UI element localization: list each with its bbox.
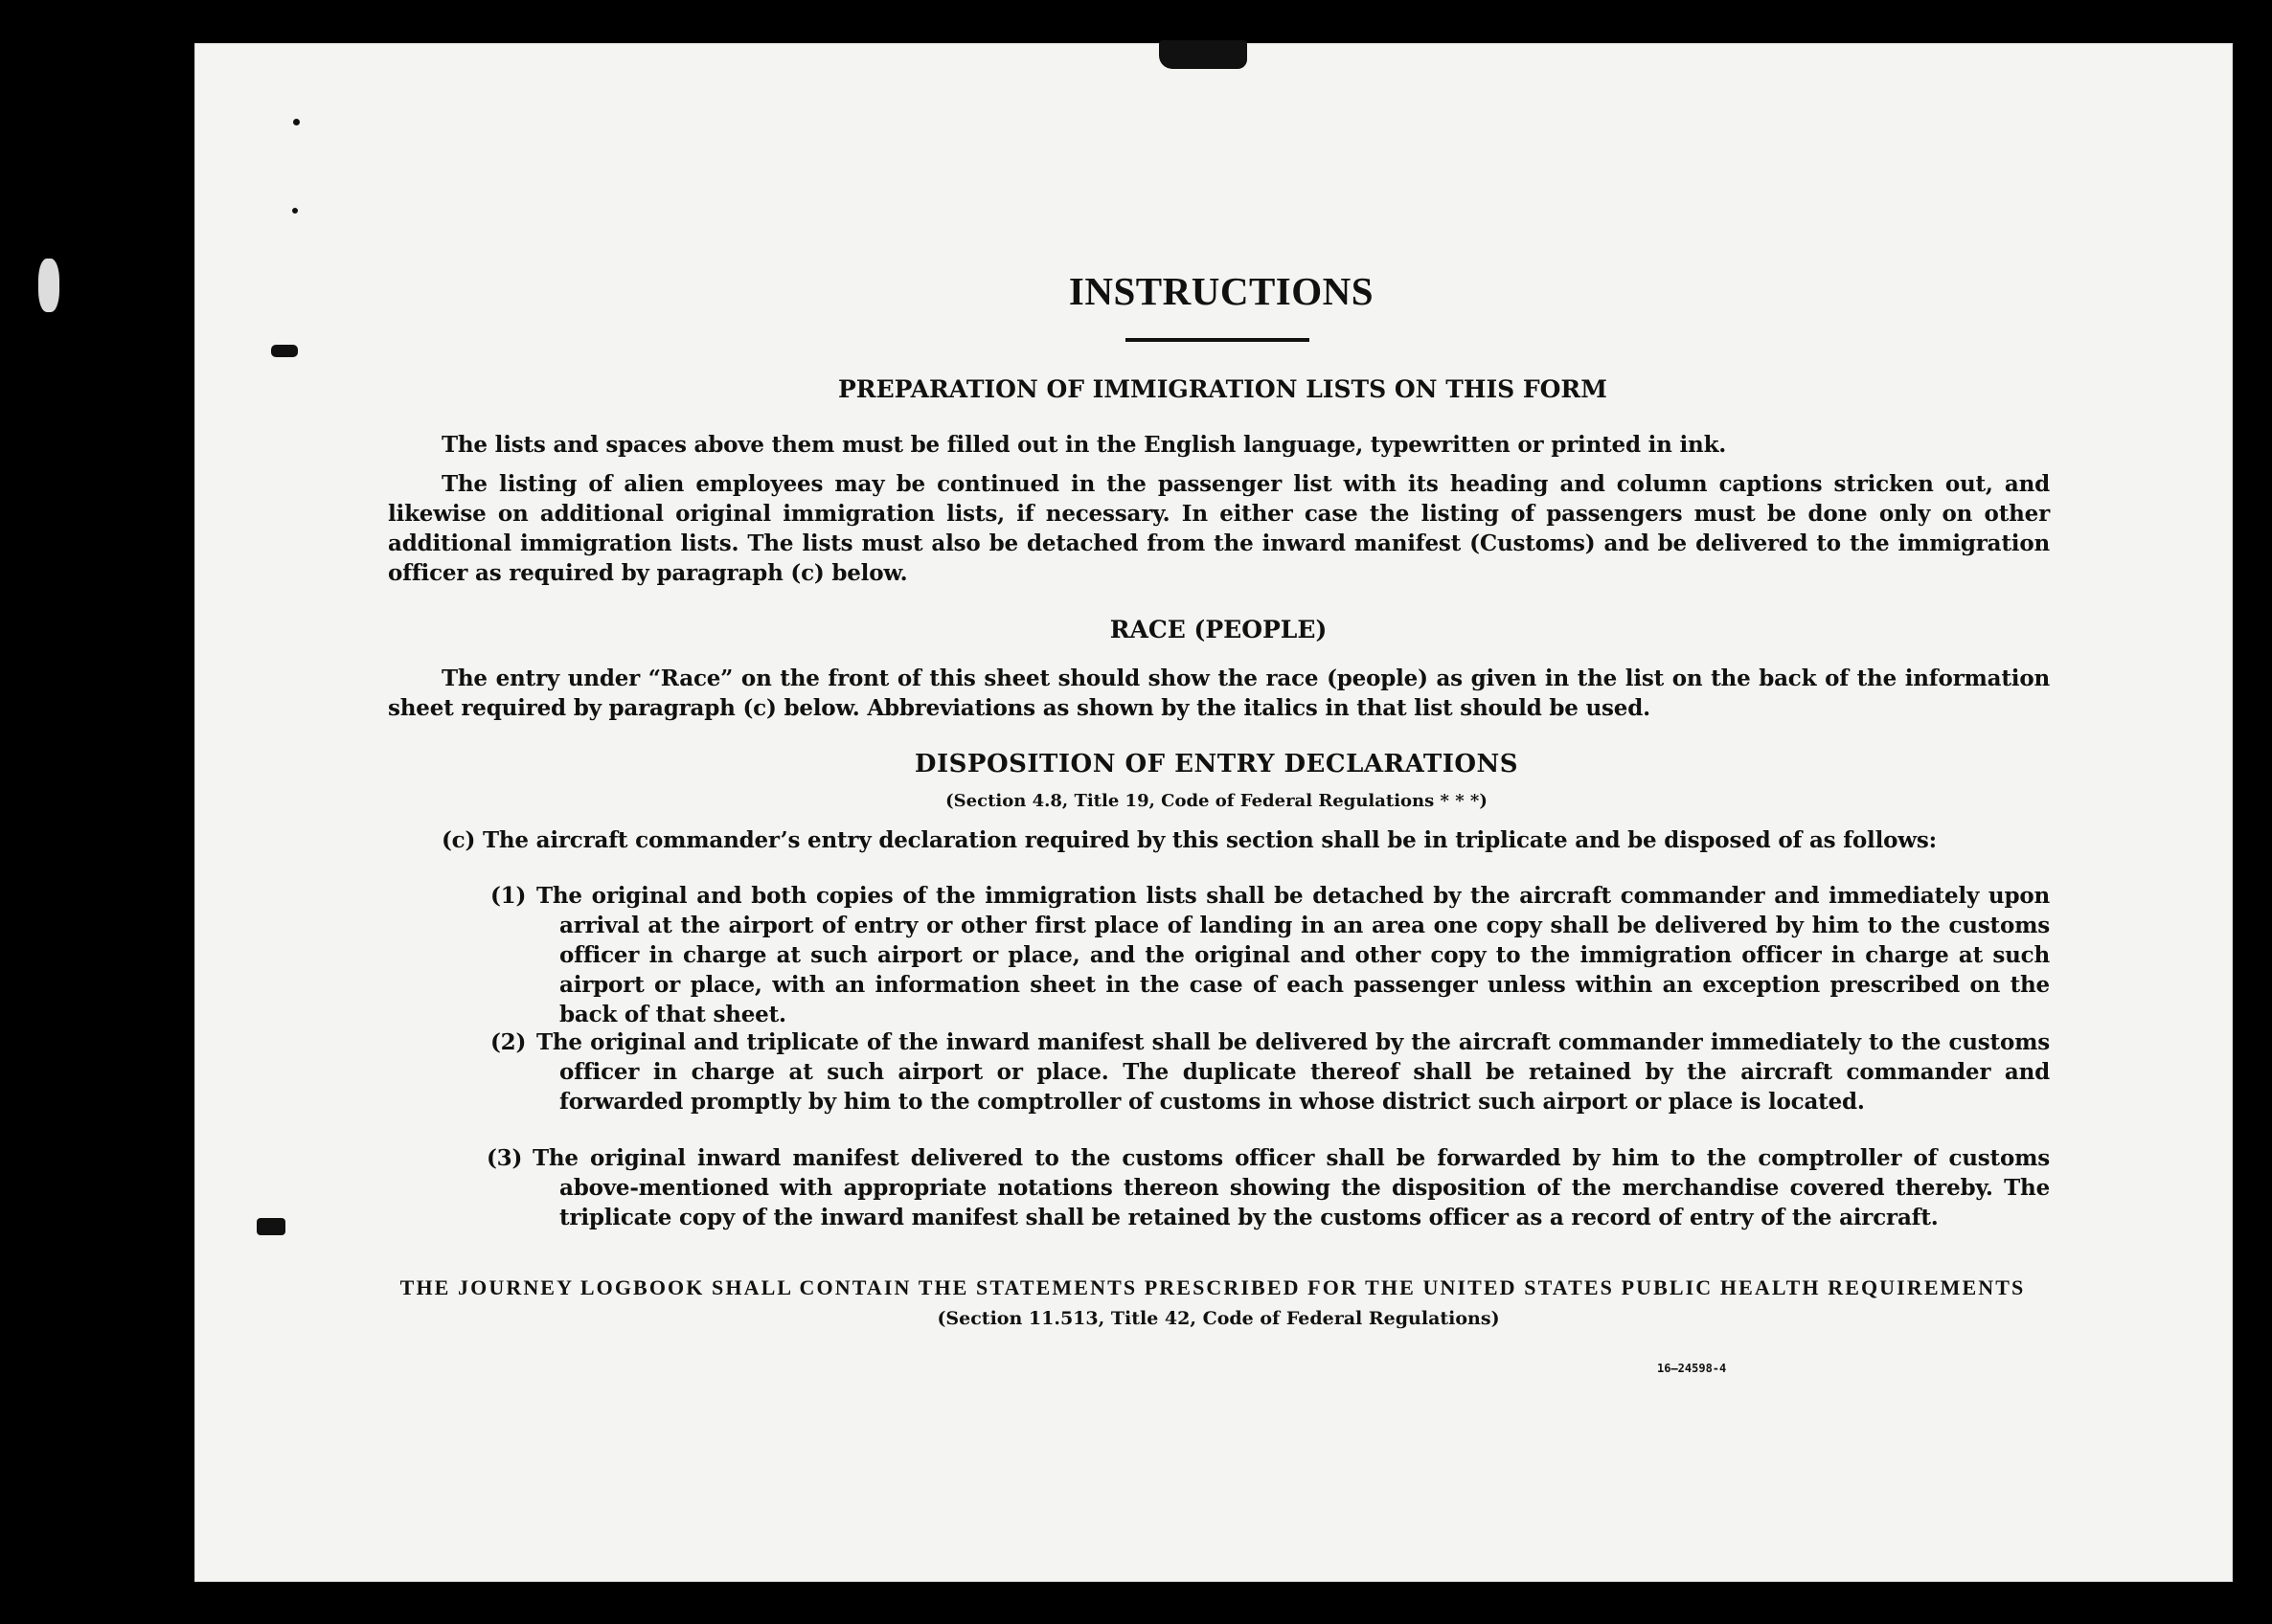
section-heading-preparation: PREPARATION OF IMMIGRATION LISTS ON THIS FORM — [838, 375, 1607, 403]
footer-statement: THE JOURNEY LOGBOOK SHALL CONTAIN THE STATEMENTS PRESCRIBED FOR THE UNITED STATES PUBLIC HEALTH REQUIREMENTS — [399, 1275, 2026, 1299]
item-text: The original and triplicate of the inward manifest shall be delivered by the aircraft commander immediately to the customs officer in charge at such airport or place. The duplicate thereof shall be retained by the aircraft commander and forwarded promptly by him to the comptroller of customs in whose district such airport or place is located. — [536, 1029, 2050, 1115]
title-underline — [1125, 338, 1309, 342]
disposition-item-1 — [490, 881, 2050, 1029]
form-number: 16—24598‑4 — [1657, 1362, 1727, 1375]
preparation-paragraph-1 — [388, 430, 2050, 460]
preparation-paragraph-2 — [388, 469, 2050, 588]
section-heading-race: RACE (PEOPLE) — [1109, 616, 1328, 643]
item-number: (3) — [487, 1145, 523, 1171]
page-title: INSTRUCTIONS — [1068, 269, 1375, 313]
race-paragraph-text: The entry under “Race” on the front of this sheet should show the race (people) as given in the list on the back of the information sheet required by paragraph (c) below. Abbreviations as shown by the italics in that list should be used. — [388, 665, 2050, 721]
preparation-paragraph-2-text: The listing of alien employees may be continued in the passenger list with its heading and column captions stricken out, and likewise on additional original immigration lists, if necessary. In either case the listing of passengers must be done only on other additional immigration lists. The lists must also be detached from the inward manifest (Customs) and be delivered to the immigration officer as required by paragraph (c) below. — [388, 471, 2050, 586]
preparation-paragraph-1-text: The lists and spaces above them must be filled out in the English language, typewritten or printed in ink. — [442, 432, 1727, 458]
disposition-citation: (Section 4.8, Title 19, Code of Federal Regulations * * *) — [945, 791, 1488, 811]
disposition-item-2 — [490, 1027, 2050, 1116]
item-number: (1) — [490, 883, 527, 909]
race-paragraph — [388, 664, 2050, 723]
disposition-item-3 — [487, 1143, 2050, 1232]
item-text: The original inward manifest delivered to the customs officer shall be forwarded by him to the comptroller of customs above-mentioned with appropriate notations thereon showing the disposition of the merchandise covered thereby. The triplicate copy of the inward manifest shall be retained by the customs officer as a record of entry of the aircraft. — [533, 1145, 2050, 1230]
item-number: (2) — [490, 1029, 527, 1055]
disposition-intro: (c) The aircraft commander’s entry declaration required by this section shall be in triplicate and be disposed of as follows: — [442, 827, 1937, 853]
item-text: The original and both copies of the immigration lists shall be detached by the aircraft commander and immediately upon arrival at the airport of entry or other first place of landing in an area one copy shall be delivered by him to the customs officer in charge at such airport or place, and the original and other copy to the immigration officer in charge at such airport or place, with an information sheet in the case of each passenger unless within an exception prescribed on the back of that sheet. — [536, 883, 2050, 1027]
footer-citation: (Section 11.513, Title 42, Code of Federal Regulations) — [937, 1308, 1500, 1329]
section-heading-disposition: DISPOSITION OF ENTRY DECLARATIONS — [914, 750, 1519, 778]
